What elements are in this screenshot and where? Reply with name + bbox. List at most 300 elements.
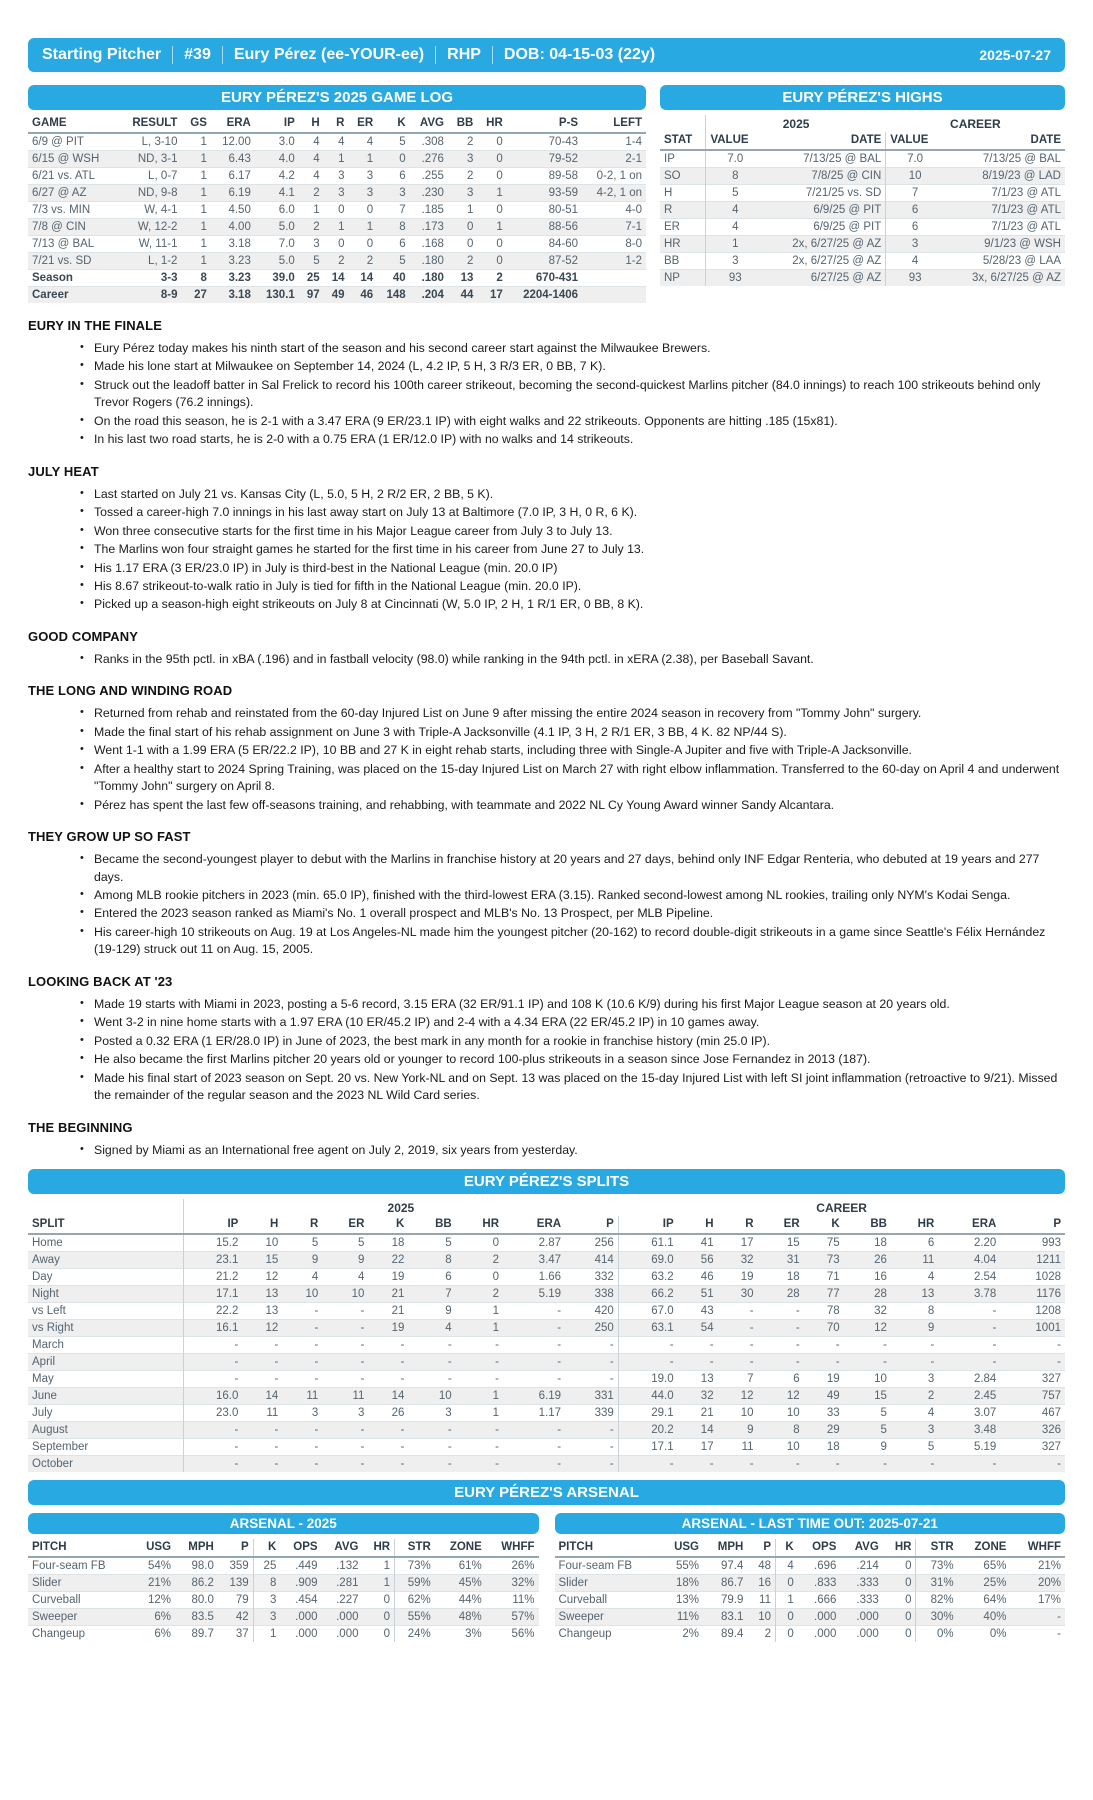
column-header: AVG <box>322 1539 363 1557</box>
table-cell: 9 <box>718 1421 758 1438</box>
column-header: AVG <box>410 115 448 133</box>
table-cell: 7 <box>886 185 944 202</box>
header-handedness: RHP <box>447 46 481 63</box>
table-row <box>28 1285 1065 1302</box>
table-cell: - <box>891 1455 938 1472</box>
table-cell: 15.2 <box>183 1234 242 1252</box>
column-header: H <box>242 1216 282 1234</box>
table-cell: 40% <box>958 1608 1011 1625</box>
column-header: LEFT <box>582 115 646 133</box>
table-cell: 4 <box>408 1319 455 1336</box>
column-header: BB <box>408 1216 455 1234</box>
table-cell: 22 <box>368 1251 408 1268</box>
arsenal-last-time-out-body <box>555 1557 1066 1642</box>
column-header: ERA <box>211 115 255 133</box>
column-header: P <box>747 1539 775 1557</box>
game-log-title: EURY PÉREZ'S 2025 GAME LOG <box>28 85 646 110</box>
table-cell: 6.19 <box>503 1387 565 1404</box>
table-cell: 64% <box>958 1591 1011 1608</box>
column-header: VALUE <box>886 132 944 150</box>
table-cell: 54 <box>678 1319 718 1336</box>
table-cell: 3x, 6/27/25 @ AZ <box>944 270 1065 287</box>
table-cell: 4-2, 1 on <box>582 185 646 202</box>
bullet-item: • Made his lone start at Milwaukee on September 14, 2024 (L, 4.2 IP, 5 H, 3 R/3 ER, 0 BB, 7 K). <box>80 358 1065 375</box>
table-cell: 11 <box>282 1387 322 1404</box>
section-heading: THE LONG AND WINDING ROAD <box>28 683 233 699</box>
column-header: PITCH <box>28 1539 133 1557</box>
table-cell: 3 <box>886 236 944 253</box>
table-cell: 4 <box>282 1268 322 1285</box>
table-cell: 89.7 <box>175 1625 218 1642</box>
column-header: ERA <box>938 1216 1000 1234</box>
table-cell: 4.04 <box>938 1251 1000 1268</box>
column-header: HR <box>363 1539 395 1557</box>
table-cell: 10 <box>844 1370 891 1387</box>
table-cell: 32 <box>678 1387 718 1404</box>
table-cell: 1 <box>448 202 477 219</box>
header-dob: DOB: 04-15-03 (22y) <box>503 46 656 63</box>
table-cell: 19 <box>804 1370 844 1387</box>
table-cell: 5 <box>706 185 764 202</box>
table-cell: 93 <box>706 270 764 287</box>
table-cell: 48 <box>747 1557 775 1575</box>
table-cell: 14 <box>678 1421 718 1438</box>
game-log-header <box>28 115 646 133</box>
arsenal-2025-section <box>28 1513 539 1642</box>
column-header: DATE <box>764 132 886 150</box>
table-cell: 25 <box>299 270 324 287</box>
table-cell: - <box>618 1455 677 1472</box>
table-cell: .180 <box>410 253 448 270</box>
table-cell: 332 <box>565 1268 618 1285</box>
table-cell: 12 <box>242 1319 282 1336</box>
column-header: K <box>377 115 409 133</box>
table-row <box>28 1625 539 1642</box>
table-cell: - <box>804 1353 844 1370</box>
table-cell: 71 <box>804 1268 844 1285</box>
table-cell: 0 <box>348 236 377 253</box>
table-row <box>28 185 646 202</box>
table-cell: - <box>242 1370 282 1387</box>
table-cell: 1 <box>456 1302 503 1319</box>
table-cell: 4 <box>776 1557 798 1575</box>
table-cell: 10 <box>747 1608 775 1625</box>
table-cell: 13 <box>242 1302 282 1319</box>
bullet-list <box>28 486 1065 614</box>
table-cell: 1-4 <box>582 133 646 151</box>
column-header: ZONE <box>958 1539 1011 1557</box>
table-cell: 7.0 <box>255 236 299 253</box>
table-cell: 66.2 <box>618 1285 677 1302</box>
table-cell: 0 <box>477 168 506 185</box>
table-cell: - <box>503 1455 565 1472</box>
table-row <box>660 219 1065 236</box>
table-cell: 6/9 @ PIT <box>28 133 118 151</box>
table-cell: 4.50 <box>211 202 255 219</box>
table-cell: 9 <box>844 1438 891 1455</box>
table-cell: 6 <box>886 219 944 236</box>
table-cell: 10 <box>758 1404 804 1421</box>
table-cell: 3.78 <box>938 1285 1000 1302</box>
table-cell: 3 <box>253 1591 280 1608</box>
table-cell: 86.7 <box>703 1574 747 1591</box>
table-cell: 8 <box>408 1251 455 1268</box>
table-cell: 7/8 @ CIN <box>28 219 118 236</box>
table-cell <box>582 287 646 304</box>
table-cell: 3.18 <box>211 287 255 304</box>
table-cell: .696 <box>798 1557 841 1575</box>
table-cell: 46 <box>678 1268 718 1285</box>
table-cell: 87-52 <box>507 253 582 270</box>
bullet-item: • Made his final start of 2023 season on Sept. 20 vs. New York-NL and on Sept. 13 was placed on the 15-day Injured List with left SI joint inflammation (retroactive to 9/21). Missed the remainder of the regular season and the 2023 NL Wild Card series. <box>80 1070 1065 1105</box>
table-cell: Home <box>28 1234 183 1252</box>
table-cell: 6 <box>377 236 409 253</box>
table-cell: - <box>322 1302 368 1319</box>
table-cell: - <box>408 1421 455 1438</box>
table-cell: - <box>282 1421 322 1438</box>
column-header: IP <box>618 1216 677 1234</box>
table-cell: 73% <box>916 1557 958 1575</box>
table-cell: 1 <box>324 219 349 236</box>
table-cell: .132 <box>322 1557 363 1575</box>
table-cell: 82% <box>916 1591 958 1608</box>
table-cell: 9 <box>282 1251 322 1268</box>
column-header: IP <box>183 1216 242 1234</box>
table-cell: 1 <box>456 1404 503 1421</box>
table-cell: - <box>718 1336 758 1353</box>
table-cell: 29.1 <box>618 1404 677 1421</box>
table-cell: 0 <box>377 151 409 168</box>
table-cell: 20% <box>1010 1574 1065 1591</box>
table-row <box>555 1608 1066 1625</box>
table-row <box>28 1574 539 1591</box>
table-cell: L, 0-7 <box>118 168 182 185</box>
table-cell: 2.54 <box>938 1268 1000 1285</box>
table-cell: 43 <box>678 1302 718 1319</box>
column-header: ER <box>322 1216 368 1234</box>
table-cell: 5 <box>377 133 409 151</box>
table-cell: 21 <box>368 1302 408 1319</box>
table-cell: 3 <box>324 168 349 185</box>
table-cell: - <box>678 1336 718 1353</box>
table-cell: - <box>282 1370 322 1387</box>
column-header: STR <box>916 1539 958 1557</box>
table-cell: - <box>503 1438 565 1455</box>
table-cell: - <box>804 1336 844 1353</box>
bullet-item: • Eury Pérez today makes his ninth start of the season and his second career start against the Milwaukee Brewers. <box>80 340 1065 357</box>
bullet-list <box>28 1142 1065 1159</box>
table-row <box>28 253 646 270</box>
table-cell: 17.1 <box>183 1285 242 1302</box>
header-player-name: Eury Pérez (ee-YOUR-ee) <box>233 46 425 63</box>
table-cell: 6 <box>758 1370 804 1387</box>
table-cell: 28 <box>758 1285 804 1302</box>
table-cell: October <box>28 1455 183 1472</box>
table-cell: Changeup <box>28 1625 133 1642</box>
highs-header <box>660 115 1065 150</box>
table-cell: 4 <box>348 133 377 151</box>
table-cell: 14 <box>324 270 349 287</box>
table-cell: 15 <box>758 1234 804 1252</box>
table-row <box>28 1251 1065 1268</box>
header-divider <box>172 46 173 64</box>
table-cell: 8 <box>181 270 210 287</box>
table-row <box>660 168 1065 185</box>
column-header: USG <box>133 1539 175 1557</box>
table-cell: - <box>368 1336 408 1353</box>
table-cell: - <box>503 1302 565 1319</box>
table-cell: - <box>322 1438 368 1455</box>
column-header-row <box>28 115 646 133</box>
table-cell: 0 <box>477 151 506 168</box>
table-cell: 6/9/25 @ PIT <box>764 202 886 219</box>
table-cell: 6/27 @ AZ <box>28 185 118 202</box>
table-row <box>28 151 646 168</box>
table-cell: 23.1 <box>183 1251 242 1268</box>
table-cell: 3.0 <box>255 133 299 151</box>
table-cell: 6% <box>133 1625 175 1642</box>
column-header: K <box>253 1539 280 1557</box>
bullet-item: • His career-high 10 strikeouts on Aug. 19 at Los Angeles-NL made him the youngest pitcher (20-162) to record double-digit strikeouts in a game since Seattle's Félix Hernández (19-129) struck out 11 on Aug. 15, 2005. <box>80 924 1065 959</box>
table-cell: 3 <box>282 1404 322 1421</box>
table-cell: 56% <box>486 1625 539 1642</box>
table-cell: 13% <box>660 1591 704 1608</box>
arsenal-2025-body <box>28 1557 539 1642</box>
table-cell: 4.00 <box>211 219 255 236</box>
table-cell: 467 <box>1000 1404 1065 1421</box>
table-cell: 8 <box>253 1574 280 1591</box>
table-cell: 0-2, 1 on <box>582 168 646 185</box>
table-cell: - <box>322 1455 368 1472</box>
table-cell: 7 <box>718 1370 758 1387</box>
column-header: IP <box>255 115 299 133</box>
bullet-list <box>28 651 1065 668</box>
table-cell: 5 <box>299 253 324 270</box>
column-header: ER <box>758 1216 804 1234</box>
table-cell: 1 <box>181 219 210 236</box>
table-cell: 0 <box>324 202 349 219</box>
bullet-item: • After a healthy start to 2024 Spring Training, was placed on the 15-day Injured List on March 27 with right elbow inflammation. Transferred to the 60-day on April 4 and underwent "Tommy John" surgery on April 8. <box>80 761 1065 796</box>
table-cell: - <box>456 1336 503 1353</box>
table-cell: 12% <box>133 1591 175 1608</box>
table-cell: 3 <box>448 151 477 168</box>
table-cell: 48% <box>435 1608 486 1625</box>
header-role: Starting Pitcher <box>42 46 162 63</box>
splits-section <box>28 1169 1065 1472</box>
table-cell: 21.2 <box>183 1268 242 1285</box>
table-cell: 7 <box>377 202 409 219</box>
section-heading: GOOD COMPANY <box>28 628 139 644</box>
table-cell: 97.4 <box>703 1557 747 1575</box>
table-cell: 42 <box>218 1608 253 1625</box>
table-cell: 7/21/25 vs. SD <box>764 185 886 202</box>
table-cell: 4 <box>706 202 764 219</box>
table-cell: 4 <box>322 1268 368 1285</box>
table-cell: 8-9 <box>118 287 182 304</box>
table-cell: - <box>282 1438 322 1455</box>
section-heading: EURY IN THE FINALE <box>28 318 162 333</box>
highs-title: EURY PÉREZ'S HIGHS <box>660 85 1065 110</box>
table-cell: Four-seam FB <box>555 1557 660 1575</box>
table-cell: - <box>718 1319 758 1336</box>
table-cell: - <box>242 1455 282 1472</box>
table-cell: 2.84 <box>938 1370 1000 1387</box>
header-bar <box>28 38 1065 72</box>
table-cell: Day <box>28 1268 183 1285</box>
table-cell: - <box>368 1370 408 1387</box>
table-cell: - <box>938 1302 1000 1319</box>
column-header: WHFF <box>1010 1539 1065 1557</box>
table-cell: 7.0 <box>886 150 944 168</box>
table-cell: 3.18 <box>211 236 255 253</box>
table-cell: 10 <box>408 1387 455 1404</box>
table-cell: 2204-1406 <box>507 287 582 304</box>
table-cell: 20.2 <box>618 1421 677 1438</box>
table-cell: 51 <box>678 1285 718 1302</box>
table-cell: .230 <box>410 185 448 202</box>
table-cell: 18% <box>660 1574 704 1591</box>
table-cell: - <box>322 1370 368 1387</box>
table-cell: - <box>322 1421 368 1438</box>
table-cell: - <box>242 1421 282 1438</box>
table-cell: 5.19 <box>503 1285 565 1302</box>
report-date: 2025-07-27 <box>979 47 1051 63</box>
table-cell: 1176 <box>1000 1285 1065 1302</box>
column-header: WHFF <box>486 1539 539 1557</box>
bullet-list <box>28 340 1065 449</box>
table-cell: 2% <box>660 1625 704 1642</box>
table-cell: 3 <box>348 185 377 202</box>
table-cell: 6.0 <box>255 202 299 219</box>
table-cell: 63.2 <box>618 1268 677 1285</box>
table-cell: Sweeper <box>28 1608 133 1625</box>
table-cell: .000 <box>280 1608 321 1625</box>
table-cell: 3 <box>299 236 324 253</box>
table-cell: 0 <box>477 202 506 219</box>
table-row <box>555 1557 1066 1575</box>
table-cell: 250 <box>565 1319 618 1336</box>
table-row <box>28 1455 1065 1472</box>
bullet-item: • Posted a 0.32 ERA (1 ER/28.0 IP) in June of 2023, the best mark in any month for a rookie in franchise history (min 25.0 IP). <box>80 1033 1065 1050</box>
table-cell: 12 <box>718 1387 758 1404</box>
table-cell: .000 <box>322 1625 363 1642</box>
table-cell: - <box>678 1353 718 1370</box>
table-cell: 89.4 <box>703 1625 747 1642</box>
table-cell: 1 <box>363 1574 395 1591</box>
table-cell: - <box>565 1421 618 1438</box>
table-cell: - <box>456 1370 503 1387</box>
table-cell: 11% <box>486 1591 539 1608</box>
highs-group-career: CAREER <box>950 117 1001 131</box>
header-divider <box>222 46 223 64</box>
bullet-item: • His 8.67 strikeout-to-walk ratio in July is tied for fifth in the National League (min. 20.0 IP). <box>80 578 1065 595</box>
section-heading: JULY HEAT <box>28 463 99 479</box>
table-cell: 6 <box>891 1234 938 1252</box>
bullet-item: • Entered the 2023 season ranked as Miami's No. 1 overall prospect and MLB's No. 13 Prospect, per MLB Pipeline. <box>80 905 1065 922</box>
table-cell: March <box>28 1336 183 1353</box>
column-header: HR <box>456 1216 503 1234</box>
table-cell: 31 <box>758 1251 804 1268</box>
table-cell: Sweeper <box>555 1608 660 1625</box>
column-header: STAT <box>660 132 706 150</box>
table-cell: 7/1/23 @ ATL <box>944 202 1065 219</box>
table-cell: - <box>282 1302 322 1319</box>
table-cell: 339 <box>565 1404 618 1421</box>
table-cell: - <box>408 1353 455 1370</box>
table-cell: 17% <box>1010 1591 1065 1608</box>
arsenal-2025-title: ARSENAL - 2025 <box>28 1513 539 1534</box>
table-cell: 23.0 <box>183 1404 242 1421</box>
table-cell: 5.0 <box>255 253 299 270</box>
arsenal-last-time-out-header <box>555 1539 1066 1557</box>
table-cell: 8 <box>758 1421 804 1438</box>
table-cell: 73% <box>395 1557 435 1575</box>
table-cell: 2 <box>891 1387 938 1404</box>
table-cell: 1 <box>348 151 377 168</box>
table-cell: ND, 9-8 <box>118 185 182 202</box>
table-cell: 93 <box>886 270 944 287</box>
table-cell: .281 <box>322 1574 363 1591</box>
table-cell: - <box>503 1370 565 1387</box>
table-cell: Slider <box>555 1574 660 1591</box>
arsenal-title: EURY PÉREZ'S ARSENAL <box>28 1480 1065 1505</box>
table-cell: 1 <box>706 236 764 253</box>
table-cell: 13 <box>891 1285 938 1302</box>
table-cell: 21% <box>133 1574 175 1591</box>
table-cell: .000 <box>798 1608 841 1625</box>
table-cell: 17.1 <box>618 1438 677 1455</box>
table-cell: - <box>938 1455 1000 1472</box>
table-cell: - <box>758 1302 804 1319</box>
table-cell: 62% <box>395 1591 435 1608</box>
arsenal-last-time-out-section <box>555 1513 1066 1642</box>
table-cell <box>582 270 646 287</box>
table-cell: 2 <box>477 270 506 287</box>
arsenal-2025-header <box>28 1539 539 1557</box>
table-cell: - <box>618 1336 677 1353</box>
column-header-row <box>660 132 1065 150</box>
table-cell: - <box>368 1455 408 1472</box>
table-cell: 7/13/25 @ BAL <box>944 150 1065 168</box>
table-cell: 8-0 <box>582 236 646 253</box>
table-cell: 10 <box>242 1234 282 1252</box>
table-cell: 0 <box>883 1608 916 1625</box>
table-cell: 3 <box>891 1421 938 1438</box>
table-cell: 21 <box>368 1285 408 1302</box>
table-cell: 1 <box>181 253 210 270</box>
table-cell: - <box>503 1336 565 1353</box>
table-row <box>28 1557 539 1575</box>
table-cell: 1 <box>181 133 210 151</box>
table-cell: 1 <box>299 202 324 219</box>
table-cell: 14 <box>348 270 377 287</box>
table-cell: - <box>844 1336 891 1353</box>
table-cell: 326 <box>1000 1421 1065 1438</box>
table-cell: - <box>844 1353 891 1370</box>
column-header: OPS <box>798 1539 841 1557</box>
table-cell: - <box>456 1455 503 1472</box>
table-row <box>28 1234 1065 1252</box>
column-header: R <box>324 115 349 133</box>
table-cell: 44.0 <box>618 1387 677 1404</box>
table-cell: 4.0 <box>255 151 299 168</box>
table-cell: 2 <box>456 1285 503 1302</box>
table-cell: - <box>183 1438 242 1455</box>
table-cell: .168 <box>410 236 448 253</box>
table-cell: 3.48 <box>938 1421 1000 1438</box>
table-cell: - <box>408 1438 455 1455</box>
table-cell: 3 <box>322 1404 368 1421</box>
